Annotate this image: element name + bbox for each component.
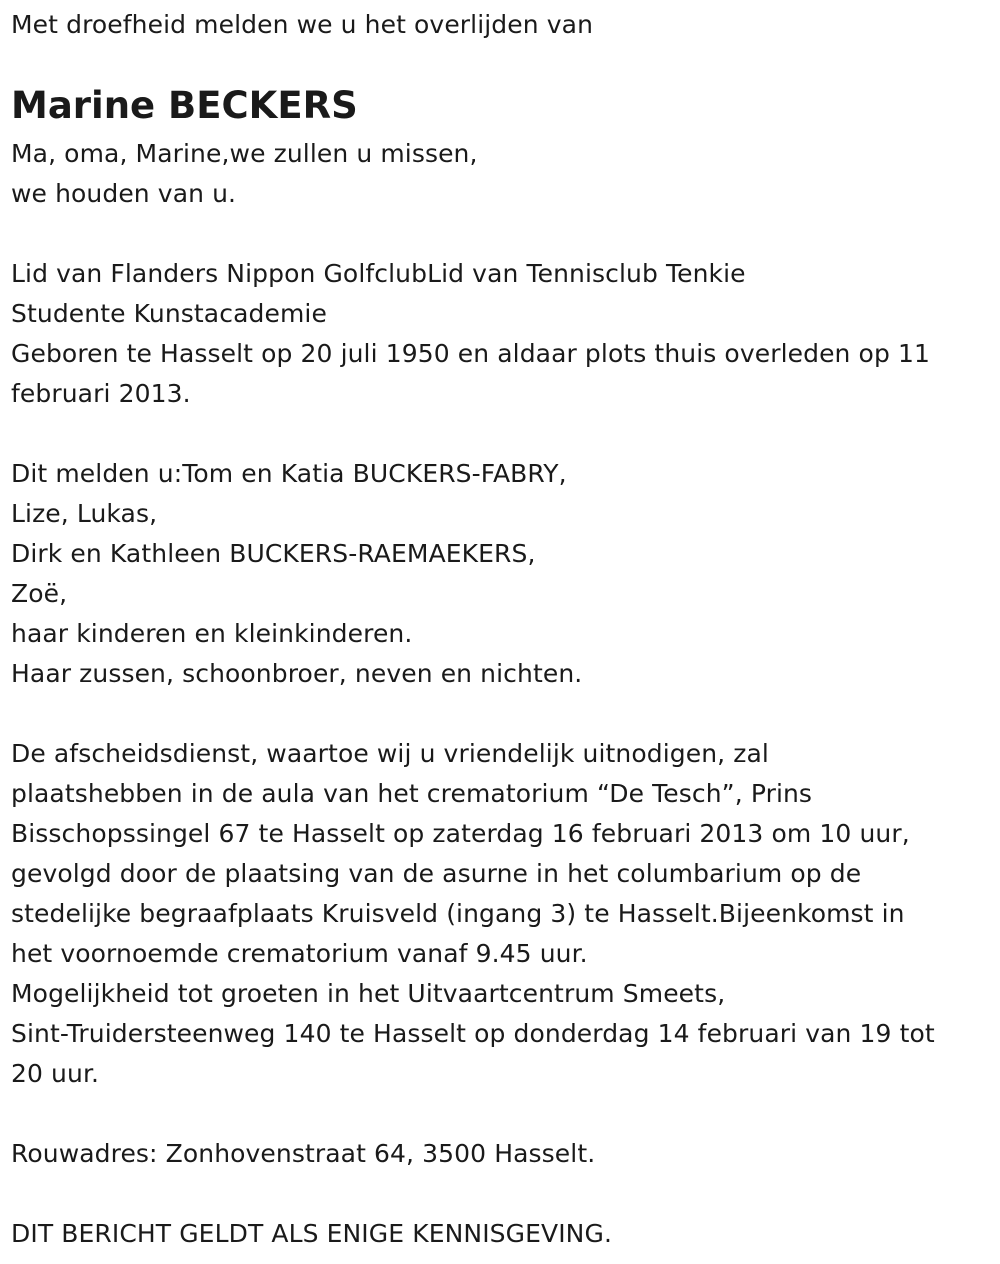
deceased-name: Marine BECKERS: [11, 84, 358, 127]
service-block: [11, 734, 935, 1094]
family-line: Zoë,: [11, 579, 68, 608]
family-line: Haar zussen, schoonbroer, neven en nichten.: [11, 659, 583, 688]
family-line: haar kinderen en kleinkinderen.: [11, 619, 413, 648]
service-line: stedelijke begraafplaats Kruisveld (ingang 3) te Hasselt.Bijeenkomst in: [11, 899, 905, 928]
service-line: De afscheidsdienst, waartoe wij u vriendelijk uitnodigen, zal: [11, 739, 769, 768]
bio-line: Lid van Flanders Nippon GolfclubLid van Tennisclub Tenkie: [11, 259, 746, 288]
service-line: gevolgd door de plaatsing van de asurne in het columbarium op de: [11, 859, 862, 888]
service-line: Mogelijkheid tot groeten in het Uitvaartcentrum Smeets,: [11, 979, 726, 1008]
service-line: het voornoemde crematorium vanaf 9.45 uur.: [11, 939, 588, 968]
bio-line: Studente Kunstacademie: [11, 299, 327, 328]
mourning-address: Rouwadres: Zonhovenstraat 64, 3500 Hasselt.: [11, 1139, 596, 1168]
biography-block: [11, 254, 930, 414]
intro-text: Met droefheid melden we u het overlijden van: [11, 10, 594, 39]
service-line: Bisschopssingel 67 te Hasselt op zaterdag 16 februari 2013 om 10 uur,: [11, 819, 910, 848]
tribute-line: Ma, oma, Marine,we zullen u missen,: [11, 139, 478, 168]
closing-statement: DIT BERICHT GELDT ALS ENIGE KENNISGEVING.: [11, 1219, 612, 1248]
bio-line: februari 2013.: [11, 379, 191, 408]
family-line: Lize, Lukas,: [11, 499, 158, 528]
tribute-line: we houden van u.: [11, 179, 237, 208]
service-line: Sint-Truidersteenweg 140 te Hasselt op donderdag 14 februari van 19 tot: [11, 1019, 935, 1048]
service-line: plaatshebben in de aula van het crematorium “De Tesch”, Prins: [11, 779, 813, 808]
family-line: Dit melden u:Tom en Katia BUCKERS-FABRY,: [11, 459, 567, 488]
family-line: Dirk en Kathleen BUCKERS-RAEMAEKERS,: [11, 539, 536, 568]
service-line: 20 uur.: [11, 1059, 100, 1088]
bio-line: Geboren te Hasselt op 20 juli 1950 en aldaar plots thuis overleden op 11: [11, 339, 930, 368]
tribute-block: [11, 134, 478, 214]
family-block: [11, 454, 582, 694]
